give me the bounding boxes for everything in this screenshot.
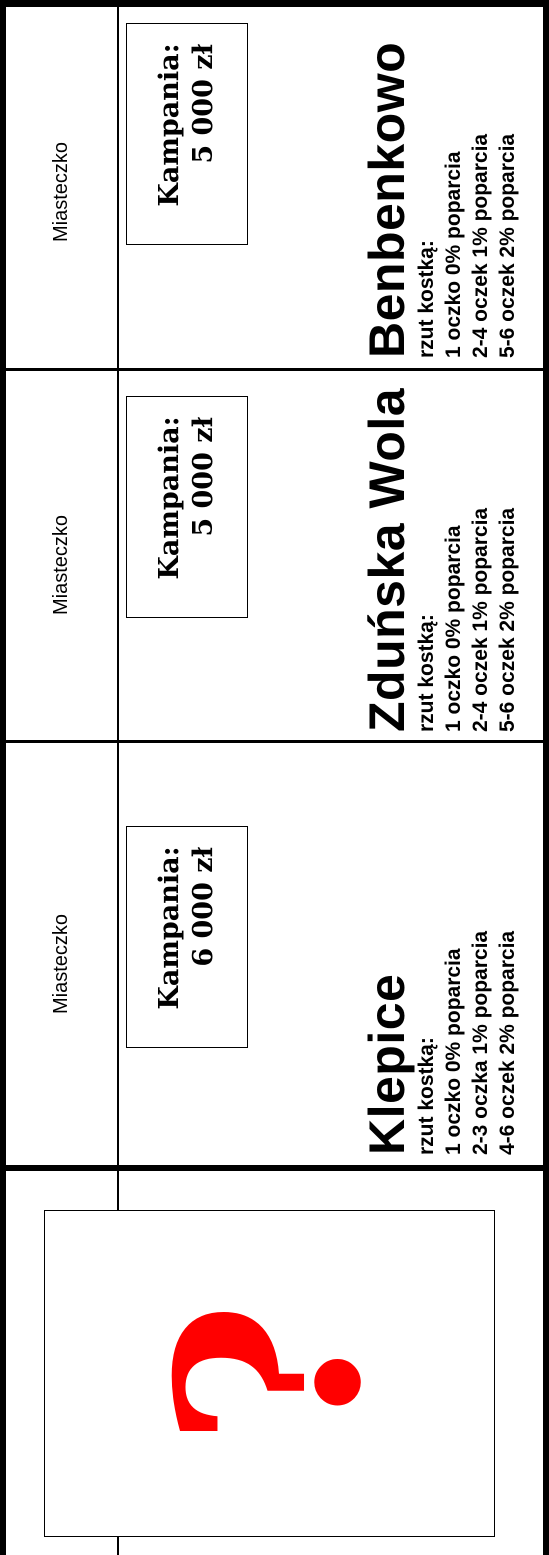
dice-rule: 2-3 oczka 1% poparcia	[469, 930, 492, 1155]
dice-rules	[413, 508, 521, 732]
price-label: Kampania:	[154, 43, 186, 207]
card-type-label: Miasteczko	[50, 141, 72, 242]
dice-rule: 2-4 oczek 1% poparcia	[469, 133, 492, 358]
property-name: Benbenkowo	[359, 41, 415, 358]
property-name: Klepice	[359, 973, 415, 1155]
price-amount: 5 000 zł	[188, 417, 219, 537]
dice-rule: 1 oczko 0% poparcia	[442, 525, 465, 732]
price-box	[126, 23, 248, 245]
dice-rules	[413, 134, 521, 358]
card-type-label: Miasteczko	[50, 913, 72, 1014]
left-border	[0, 0, 6, 1555]
question-mark-symbol: ?	[122, 1300, 417, 1447]
card-divider-2	[6, 740, 543, 743]
right-border	[543, 0, 549, 1555]
price-amount: 5 000 zł	[188, 44, 219, 164]
dice-rules-title: rzut kostką:	[415, 614, 438, 732]
question-mark-icon	[45, 1211, 494, 1536]
chance-card[interactable]	[44, 1210, 495, 1537]
price-box	[126, 396, 248, 618]
dice-rule: 4-6 oczek 2% poparcia	[496, 930, 519, 1155]
dice-rules-title: rzut kostką:	[415, 1037, 438, 1155]
card-divider-1	[6, 368, 543, 371]
dice-rules	[413, 931, 521, 1155]
dice-rule: 5-6 oczek 2% poparcia	[496, 507, 519, 732]
dice-rule: 1 oczko 0% poparcia	[442, 151, 465, 358]
price-label: Kampania:	[154, 846, 186, 1010]
price-amount: 6 000 zł	[188, 847, 219, 967]
top-border	[0, 0, 549, 7]
dice-rule: 2-4 oczek 1% poparcia	[469, 507, 492, 732]
property-name: Zduńska Wola	[359, 387, 415, 732]
dice-rule: 5-6 oczek 2% poparcia	[496, 133, 519, 358]
card-type-label: Miasteczko	[50, 514, 72, 615]
dice-rule: 1 oczko 0% poparcia	[442, 948, 465, 1155]
dice-rules-title: rzut kostką:	[415, 240, 438, 358]
card-divider-3	[6, 1165, 543, 1171]
price-box	[126, 826, 248, 1048]
price-label: Kampania:	[154, 416, 186, 580]
